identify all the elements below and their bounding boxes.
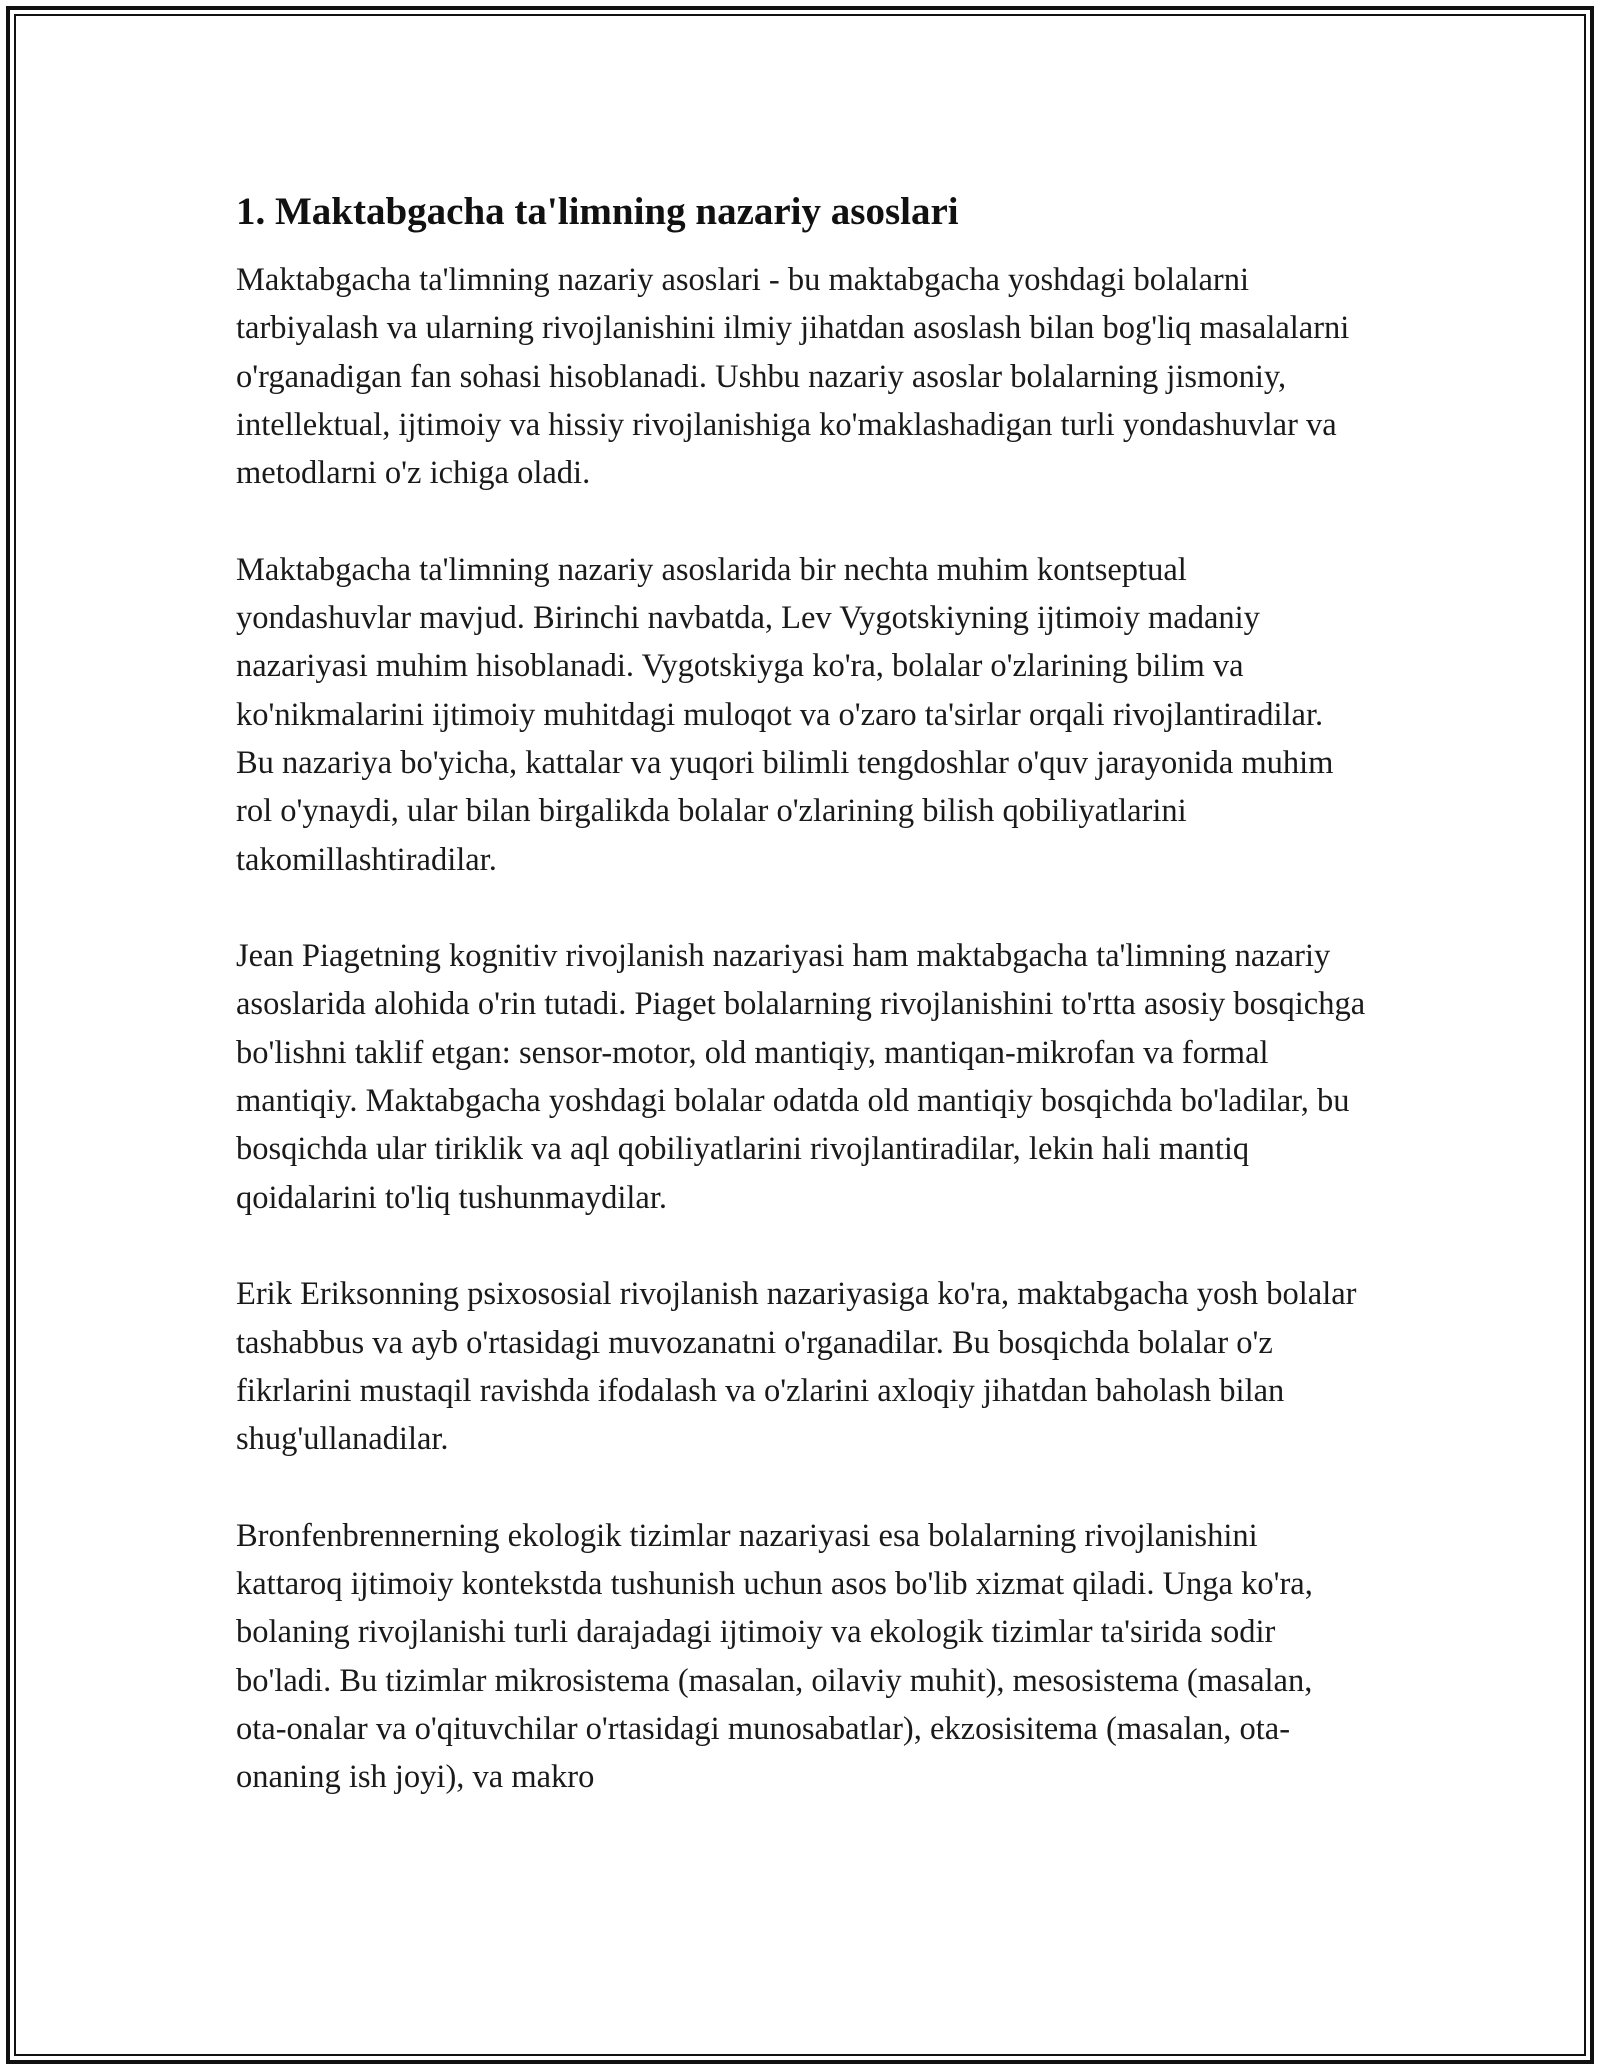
paragraph-piaget: Jean Piagetning kognitiv rivojlanish nazariyasi ham maktabgacha ta'limning nazariy asoslarida alohida o'rin tutadi. Piaget bolalarning rivojlanishini to'rtta asosiy bosqichga bo'lishni taklif etgan: sensor-motor, old mantiqiy, mantiqan-mikrofan va formal mantiqiy. Maktabgacha yoshdagi bolalar odatda old mantiqiy bosqichda bo'ladilar, bu bosqichda ular tiriklik va aql qobiliyatlarini rivojlantiradilar, lekin hali mantiq qoidalarini to'liq tushunmaydilar. bbox=[236, 938, 1366, 1216]
paragraph-intro: Maktabgacha ta'limning nazariy asoslari - bu maktabgacha yoshdagi bolalarni tarbiyalash va ularning rivojlanishini ilmiy jihatdan asoslash bilan bog'liq masalalarni o'rganadigan fan sohasi hisoblanadi. Ushbu nazariy asoslar bolalarning jismoniy, intellektual, ijtimoiy va hissiy rivojlanishiga ko'maklashadigan turli yondashuvlar va metodlarni o'z ichiga oladi. bbox=[236, 262, 1350, 492]
paragraph-bronfenbrenner: Bronfenbrennerning ekologik tizimlar nazariyasi esa bolalarning rivojlanishini kattaroq ijtimoiy kontekstda tushunish uchun asos bo'lib xizmat qiladi. Unga ko'ra, bolaning rivojlanishi turli darajadagi ijtimoiy va ekologik tizimlar ta'sirida sodir bo'ladi. Bu tizimlar mikrosistema (masalan, oilaviy muhit), mesosistema (masalan, ota-onalar va o'qituvchilar o'rtasidagi munosabatlar), ekzosisitema (masalan, ota-onaning ish joyi), va makro bbox=[236, 1517, 1313, 1796]
paragraph-vygotsky: Maktabgacha ta'limning nazariy asoslarida bir nechta muhim kontseptual yondashuvlar mavjud. Birinchi navbatda, Lev Vygotskiyning ijtimoiy madaniy nazariyasi muhim hisoblanadi. Vygotskiyga ko'ra, bolalar o'zlarining bilim va ko'nikmalarini ijtimoiy muhitdagi muloqot va o'zaro ta'sirlar orqali rivojlantiradilar. Bu nazariya bo'yicha, kattalar va yuqori bilimli tengdoshlar o'quv jarayonida muhim rol o'ynaydi, ular bilan birgalikda bolalar o'zlarining bilish qobiliyatlarini takomillashtiradilar. bbox=[236, 551, 1334, 878]
section-heading: 1. Maktabgacha ta'limning nazariy asoslari bbox=[236, 190, 959, 233]
document-body bbox=[236, 186, 1366, 1850]
paragraph-erikson: Erik Eriksonning psixososial rivojlanish nazariyasiga ko'ra, maktabgacha yosh bolalar tashabbus va ayb o'rtasidagi muvozanatni o'rganadilar. Bu bosqichda bolalar o'z fikrlarini mustaqil ravishda ifodalash va o'zlarini axloqiy jihatdan baholash bilan shug'ullanadilar. bbox=[236, 1276, 1357, 1458]
